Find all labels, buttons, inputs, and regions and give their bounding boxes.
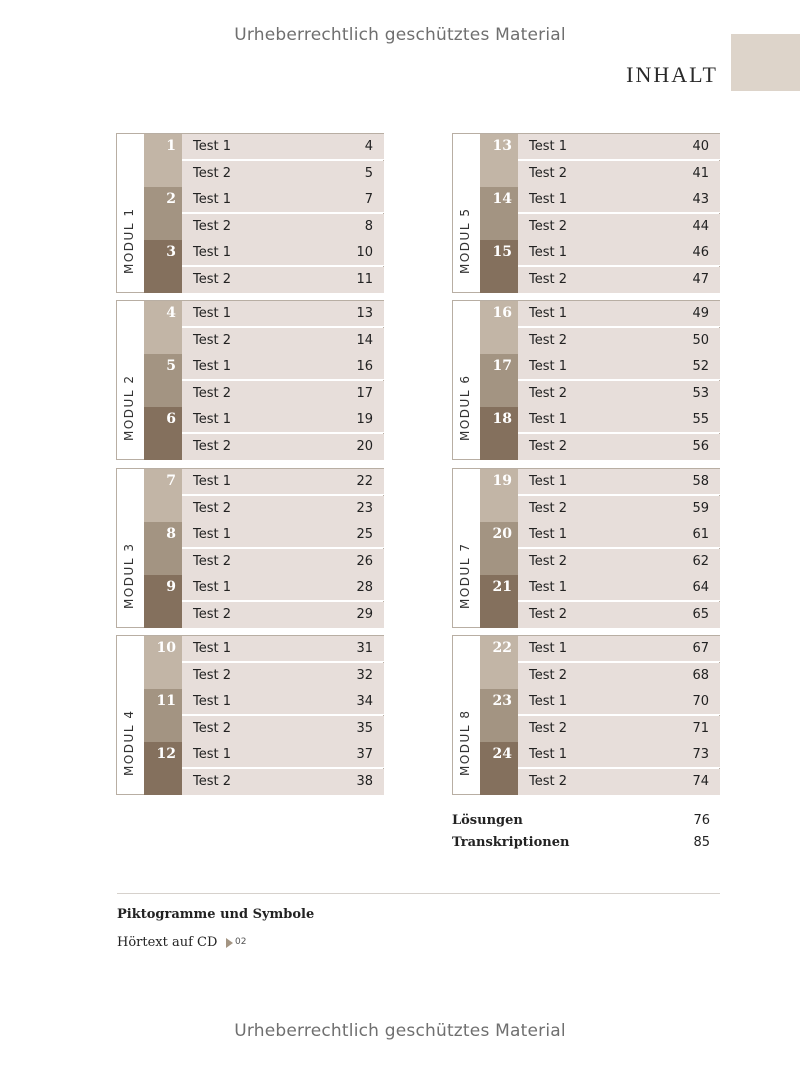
test-label: Test 2 bbox=[193, 218, 232, 234]
lesson-number: 20 bbox=[492, 526, 512, 542]
test-row[interactable] bbox=[182, 134, 384, 160]
lesson-number-cell bbox=[144, 469, 182, 522]
test-row[interactable] bbox=[182, 663, 384, 690]
lesson-number: 19 bbox=[492, 473, 512, 489]
test-row[interactable] bbox=[182, 267, 384, 293]
test-page-number: 73 bbox=[692, 747, 709, 762]
lesson-number: 16 bbox=[492, 305, 512, 321]
test-page-number: 70 bbox=[692, 694, 709, 709]
lesson-number: 5 bbox=[166, 358, 176, 374]
test-label: Test 2 bbox=[529, 667, 568, 683]
test-page-number: 71 bbox=[692, 720, 709, 736]
test-label: Test 2 bbox=[529, 165, 568, 181]
test-label: Test 1 bbox=[193, 359, 232, 374]
extra-page: 76 bbox=[693, 813, 710, 828]
lesson-number: 15 bbox=[492, 244, 512, 260]
test-label: Test 1 bbox=[193, 139, 232, 154]
test-row[interactable] bbox=[182, 716, 384, 743]
test-row[interactable] bbox=[518, 469, 720, 495]
test-page-number: 62 bbox=[692, 553, 709, 569]
module-label: MODUL 1 bbox=[122, 207, 136, 274]
lesson-number-cell bbox=[480, 522, 518, 575]
test-page-number: 65 bbox=[692, 606, 709, 622]
test-row[interactable] bbox=[518, 636, 720, 662]
test-label: Test 1 bbox=[529, 747, 568, 762]
module-label: MODUL 4 bbox=[122, 709, 136, 776]
test-label: Test 2 bbox=[193, 606, 232, 622]
test-row[interactable] bbox=[182, 214, 384, 241]
module-label-area bbox=[453, 469, 480, 627]
lesson-number: 21 bbox=[492, 579, 512, 595]
extra-page: 85 bbox=[693, 835, 710, 850]
audio-track-number: 02 bbox=[235, 937, 247, 947]
test-page-number: 22 bbox=[356, 474, 373, 489]
test-row[interactable] bbox=[182, 575, 384, 601]
test-row[interactable] bbox=[182, 240, 384, 266]
test-label: Test 1 bbox=[193, 306, 232, 321]
test-row[interactable] bbox=[518, 381, 720, 408]
test-page-number: 34 bbox=[356, 694, 373, 709]
lesson-number: 1 bbox=[166, 138, 176, 154]
module-label-area bbox=[117, 134, 144, 292]
lesson-number: 11 bbox=[156, 693, 176, 709]
test-page-number: 56 bbox=[692, 438, 709, 454]
test-row[interactable] bbox=[182, 328, 384, 355]
lesson-number-cell bbox=[480, 407, 518, 460]
lesson-number-cell bbox=[480, 134, 518, 187]
test-page-number: 4 bbox=[364, 139, 373, 154]
test-page-number: 50 bbox=[692, 332, 709, 348]
watermark-top: Urheberrechtlich geschütztes Material bbox=[234, 25, 566, 45]
test-page-number: 55 bbox=[692, 412, 709, 427]
module-block bbox=[452, 635, 720, 795]
module-block bbox=[116, 635, 384, 795]
lesson-number-cell bbox=[144, 240, 182, 293]
lesson-number-cell bbox=[480, 689, 518, 742]
test-label: Test 1 bbox=[193, 474, 232, 489]
module-label-area bbox=[453, 636, 480, 794]
lesson-number: 22 bbox=[492, 640, 512, 656]
test-label: Test 1 bbox=[529, 527, 568, 542]
module-block bbox=[452, 468, 720, 628]
test-page-number: 11 bbox=[356, 271, 373, 287]
lesson-number-cell bbox=[144, 636, 182, 689]
test-page-number: 64 bbox=[692, 580, 709, 595]
test-page-number: 20 bbox=[356, 438, 373, 454]
lesson-number: 8 bbox=[166, 526, 176, 542]
module-label-area bbox=[117, 301, 144, 459]
test-row[interactable] bbox=[182, 407, 384, 433]
test-label: Test 2 bbox=[193, 271, 232, 287]
lesson-number-cell bbox=[480, 575, 518, 628]
test-page-number: 74 bbox=[692, 773, 709, 789]
test-row[interactable] bbox=[518, 214, 720, 241]
test-row[interactable] bbox=[518, 602, 720, 628]
test-label: Test 2 bbox=[193, 667, 232, 683]
extra-label: Transkriptionen bbox=[452, 835, 570, 850]
test-label: Test 1 bbox=[193, 412, 232, 427]
test-row[interactable] bbox=[518, 354, 720, 380]
test-row[interactable] bbox=[518, 549, 720, 576]
test-row[interactable] bbox=[182, 742, 384, 768]
test-row[interactable] bbox=[518, 522, 720, 548]
test-page-number: 58 bbox=[692, 474, 709, 489]
lesson-number-cell bbox=[144, 742, 182, 795]
test-label: Test 2 bbox=[529, 773, 568, 789]
lesson-number-cell bbox=[144, 522, 182, 575]
test-row[interactable] bbox=[182, 301, 384, 327]
test-row[interactable] bbox=[518, 240, 720, 266]
test-page-number: 17 bbox=[356, 385, 373, 401]
test-row[interactable] bbox=[518, 187, 720, 213]
test-label: Test 1 bbox=[193, 694, 232, 709]
test-page-number: 10 bbox=[356, 245, 373, 260]
lesson-number-cell bbox=[144, 301, 182, 354]
legend-item-label: Hörtext auf CD bbox=[117, 935, 218, 950]
test-label: Test 2 bbox=[193, 385, 232, 401]
test-row[interactable] bbox=[518, 161, 720, 188]
test-label: Test 2 bbox=[193, 332, 232, 348]
legend-title: Piktogramme und Symbole bbox=[117, 907, 315, 922]
test-label: Test 2 bbox=[529, 271, 568, 287]
lesson-number-cell bbox=[480, 742, 518, 795]
test-page-number: 52 bbox=[692, 359, 709, 374]
lesson-number-cell bbox=[480, 240, 518, 293]
page-title: INHALT bbox=[626, 62, 718, 87]
test-row[interactable] bbox=[182, 496, 384, 523]
test-label: Test 1 bbox=[193, 747, 232, 762]
test-page-number: 40 bbox=[692, 139, 709, 154]
test-row[interactable] bbox=[182, 689, 384, 715]
test-page-number: 46 bbox=[692, 245, 709, 260]
extra-transkriptionen[interactable] bbox=[452, 835, 710, 850]
test-row[interactable] bbox=[182, 434, 384, 460]
lesson-number: 23 bbox=[492, 693, 512, 709]
test-page-number: 43 bbox=[692, 192, 709, 207]
test-row[interactable] bbox=[182, 769, 384, 795]
test-row[interactable] bbox=[518, 716, 720, 743]
test-label: Test 2 bbox=[529, 385, 568, 401]
test-label: Test 2 bbox=[193, 438, 232, 454]
test-page-number: 44 bbox=[692, 218, 709, 234]
lesson-number: 18 bbox=[492, 411, 512, 427]
module-label: MODUL 7 bbox=[458, 542, 472, 609]
test-page-number: 59 bbox=[692, 500, 709, 516]
test-label: Test 1 bbox=[529, 359, 568, 374]
module-label-area bbox=[453, 301, 480, 459]
test-page-number: 29 bbox=[356, 606, 373, 622]
test-page-number: 23 bbox=[356, 500, 373, 516]
test-page-number: 47 bbox=[692, 271, 709, 287]
lesson-number: 4 bbox=[166, 305, 176, 321]
test-label: Test 1 bbox=[529, 306, 568, 321]
test-label: Test 1 bbox=[529, 474, 568, 489]
test-label: Test 1 bbox=[193, 641, 232, 656]
test-label: Test 2 bbox=[529, 218, 568, 234]
test-page-number: 41 bbox=[692, 165, 709, 181]
test-label: Test 2 bbox=[193, 773, 232, 789]
test-label: Test 1 bbox=[529, 694, 568, 709]
test-label: Test 1 bbox=[529, 192, 568, 207]
test-page-number: 35 bbox=[356, 720, 373, 736]
test-page-number: 25 bbox=[356, 527, 373, 542]
lesson-number-cell bbox=[480, 636, 518, 689]
test-row[interactable] bbox=[182, 636, 384, 662]
lesson-number-cell bbox=[144, 407, 182, 460]
test-page-number: 19 bbox=[356, 412, 373, 427]
test-page-number: 32 bbox=[356, 667, 373, 683]
module-label: MODUL 2 bbox=[122, 374, 136, 441]
test-label: Test 1 bbox=[529, 245, 568, 260]
test-page-number: 67 bbox=[692, 641, 709, 656]
module-label: MODUL 5 bbox=[458, 207, 472, 274]
section-divider bbox=[117, 893, 720, 894]
test-row[interactable] bbox=[518, 134, 720, 160]
test-page-number: 68 bbox=[692, 667, 709, 683]
lesson-number-cell bbox=[144, 689, 182, 742]
test-page-number: 16 bbox=[356, 359, 373, 374]
module-label-area bbox=[117, 469, 144, 627]
extra-label: Lösungen bbox=[452, 813, 523, 828]
module-label: MODUL 8 bbox=[458, 709, 472, 776]
play-triangle-icon bbox=[226, 938, 233, 948]
test-row[interactable] bbox=[182, 602, 384, 628]
lesson-number-cell bbox=[480, 469, 518, 522]
test-label: Test 1 bbox=[193, 527, 232, 542]
lesson-number: 10 bbox=[156, 640, 176, 656]
module-block bbox=[452, 300, 720, 460]
test-page-number: 28 bbox=[356, 580, 373, 595]
test-row[interactable] bbox=[182, 381, 384, 408]
lesson-number: 24 bbox=[492, 746, 512, 762]
corner-tab bbox=[731, 34, 800, 91]
lesson-number-cell bbox=[144, 354, 182, 407]
module-block bbox=[116, 468, 384, 628]
lesson-number-cell bbox=[480, 354, 518, 407]
test-row[interactable] bbox=[182, 161, 384, 188]
test-label: Test 1 bbox=[529, 412, 568, 427]
test-page-number: 8 bbox=[364, 218, 373, 234]
test-label: Test 2 bbox=[529, 500, 568, 516]
lesson-number: 12 bbox=[156, 746, 176, 762]
lesson-number: 2 bbox=[166, 191, 176, 207]
module-block bbox=[116, 300, 384, 460]
test-row[interactable] bbox=[182, 522, 384, 548]
test-row[interactable] bbox=[518, 267, 720, 293]
test-page-number: 31 bbox=[356, 641, 373, 656]
lesson-number: 6 bbox=[166, 411, 176, 427]
test-label: Test 1 bbox=[193, 580, 232, 595]
test-label: Test 1 bbox=[529, 580, 568, 595]
lesson-number: 13 bbox=[492, 138, 512, 154]
module-label-area bbox=[117, 636, 144, 794]
test-row[interactable] bbox=[518, 328, 720, 355]
test-row[interactable] bbox=[518, 407, 720, 433]
module-label: MODUL 3 bbox=[122, 542, 136, 609]
test-row[interactable] bbox=[518, 663, 720, 690]
module-block bbox=[452, 133, 720, 293]
test-page-number: 37 bbox=[356, 747, 373, 762]
lesson-number-cell bbox=[144, 575, 182, 628]
module-label: MODUL 6 bbox=[458, 374, 472, 441]
test-row[interactable] bbox=[518, 301, 720, 327]
test-row[interactable] bbox=[518, 575, 720, 601]
test-label: Test 2 bbox=[529, 438, 568, 454]
module-label-area bbox=[453, 134, 480, 292]
lesson-number-cell bbox=[480, 301, 518, 354]
test-page-number: 13 bbox=[356, 306, 373, 321]
test-label: Test 1 bbox=[193, 192, 232, 207]
test-label: Test 2 bbox=[193, 720, 232, 736]
test-label: Test 2 bbox=[529, 720, 568, 736]
test-label: Test 2 bbox=[529, 606, 568, 622]
test-label: Test 2 bbox=[193, 500, 232, 516]
test-row[interactable] bbox=[518, 434, 720, 460]
test-row[interactable] bbox=[518, 769, 720, 795]
test-page-number: 14 bbox=[356, 332, 373, 348]
test-row[interactable] bbox=[518, 742, 720, 768]
test-page-number: 49 bbox=[692, 306, 709, 321]
test-page-number: 7 bbox=[364, 192, 373, 207]
extra-loesungen[interactable] bbox=[452, 813, 710, 828]
lesson-number: 9 bbox=[166, 579, 176, 595]
test-row[interactable] bbox=[182, 469, 384, 495]
watermark-bottom: Urheberrechtlich geschütztes Material bbox=[234, 1021, 566, 1041]
test-page-number: 38 bbox=[356, 773, 373, 789]
lesson-number: 7 bbox=[166, 473, 176, 489]
test-label: Test 2 bbox=[529, 332, 568, 348]
lesson-number-cell bbox=[144, 187, 182, 240]
test-page-number: 53 bbox=[692, 385, 709, 401]
test-row[interactable] bbox=[182, 187, 384, 213]
test-page-number: 5 bbox=[364, 165, 373, 181]
test-page-number: 26 bbox=[356, 553, 373, 569]
lesson-number: 17 bbox=[492, 358, 512, 374]
test-row[interactable] bbox=[182, 549, 384, 576]
lesson-number: 14 bbox=[492, 191, 512, 207]
lesson-number: 3 bbox=[166, 244, 176, 260]
test-row[interactable] bbox=[182, 354, 384, 380]
lesson-number-cell bbox=[480, 187, 518, 240]
test-label: Test 1 bbox=[193, 245, 232, 260]
test-row[interactable] bbox=[518, 496, 720, 523]
module-block bbox=[116, 133, 384, 293]
test-label: Test 1 bbox=[529, 139, 568, 154]
test-label: Test 2 bbox=[193, 553, 232, 569]
test-label: Test 2 bbox=[193, 165, 232, 181]
test-page-number: 61 bbox=[692, 527, 709, 542]
test-label: Test 2 bbox=[529, 553, 568, 569]
test-row[interactable] bbox=[518, 689, 720, 715]
lesson-number-cell bbox=[144, 134, 182, 187]
test-label: Test 1 bbox=[529, 641, 568, 656]
